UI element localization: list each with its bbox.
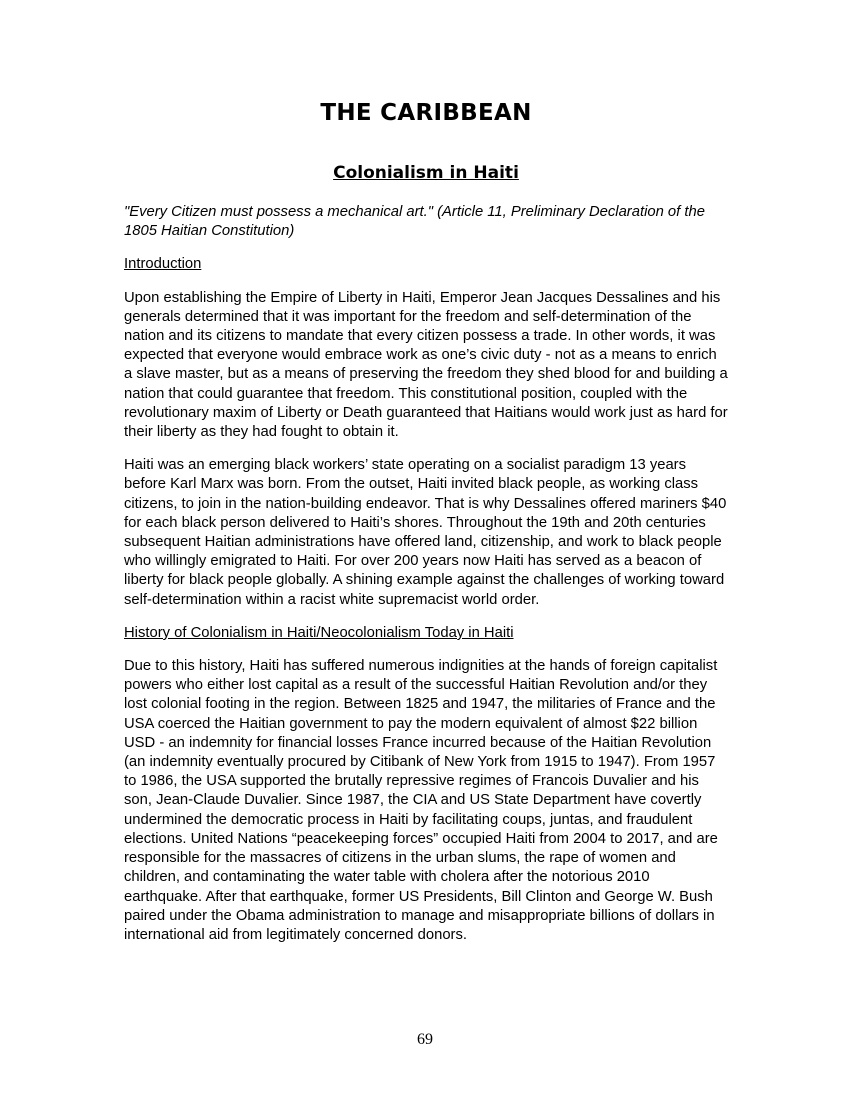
page-number: 69 (417, 1031, 433, 1048)
paragraph-history-1: Due to this history, Haiti has suffered numerous indignities at the hands of foreign capitalist powers who either lost capital as a result of the successful Haitian Revolution and/or they lost colonial footing in the region. Between 1825 and 1947, the militaries of France and the USA coerced the Haitian government to pay the modern equivalent of almost $22 billion USD - an indemnity for financial losses France incurred because of the Haitian Revolution (an indemnity eventually procured by Citibank of New York from 1915 to 1947). From 1957 to 1986, the USA supported the brutally repressive regimes of Francois Duvalier and his son, Jean-Claude Duvalier. Since 1987, the CIA and US State Department have covertly undermined the democratic process in Haiti by facilitating coups, juntas, and fraudulent elections. United Nations “peacekeeping forces” occupied Haiti from 2004 to 2017, and are responsible for the massacres of citizens in the urban slums, the rape of women and children, and contaminating the water table with cholera after the notorious 2010 earthquake. After that earthquake, former US Presidents, Bill Clinton and George W. Bush paired under the Obama administration to manage and misappropriate billions of dollars in international aid from legitimately concerned donors. (124, 658, 718, 943)
heading-introduction: Introduction (124, 256, 202, 273)
section-subtitle: Colonialism in Haiti (333, 163, 519, 183)
page-title: THE CARIBBEAN (320, 100, 532, 126)
heading-history: History of Colonialism in Haiti/Neocolonialism Today in Haiti (124, 624, 514, 641)
paragraph-intro-2: Haiti was an emerging black workers’ state operating on a socialist paradigm 13 years before Karl Marx was born. From the outset, Haiti invited black people, as working class citizens, to join in the nation-building endeavor. That is why Dessalines offered mariners $40 for each black person delivered to Haiti’s shores. Throughout the 19th and 20th centuries subsequent Haitian administrations have offered land, citizenship, and work to black people who willingly emigrated to Haiti. For over 200 years now Haiti has served as a beacon of liberty for black people globally. A shining example against the challenges of working toward self-determination within a racist white supremacist world order. (124, 457, 727, 608)
paragraph-intro-1: Upon establishing the Empire of Liberty in Haiti, Emperor Jean Jacques Dessalines and his generals determined that it was important for the freedom and self-determination of the nation and its citizens to mandate that every citizen possess a trade. In other words, it was expected that everyone would embrace work as one’s civic duty - not as a means to enrich a slave master, but as a means of preserving the freedom they shed blood for and building a nation that could guarantee that freedom. This constitutional position, coupled with the revolutionary maxim of Liberty or Death guaranteed that Haitians would work just as hard for their liberty as they had fought to obtain it. (124, 289, 728, 441)
epigraph-quote: "Every Citizen must possess a mechanical art." (Article 11, Preliminary Declaration of the 1805 Haitian Constitution) (124, 204, 705, 240)
document-body (124, 203, 728, 959)
